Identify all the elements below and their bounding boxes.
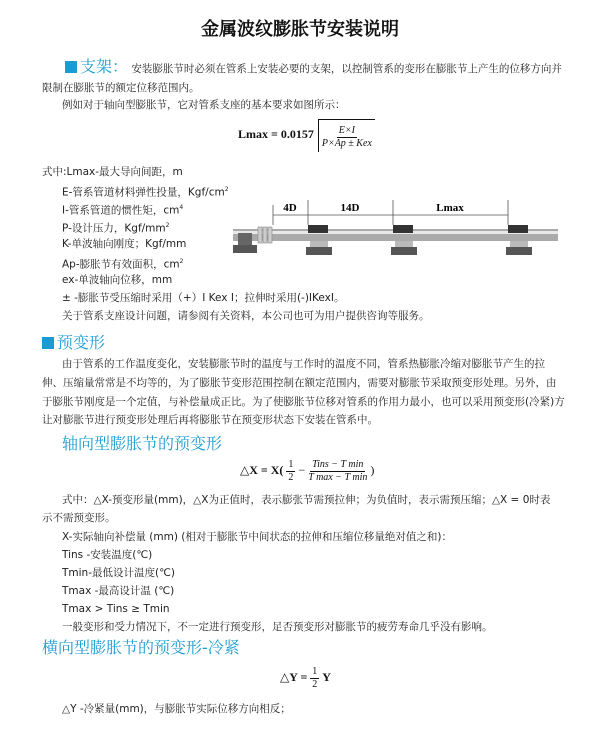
formula-den: 2 — [312, 678, 318, 690]
predeform-line: 由于管系的工作温度变化，安装膨胀节时的温度与工作时的温度不同，管系热膨胀冷缩对膨胀节产生的拉 — [62, 358, 545, 370]
def-i — [62, 200, 183, 219]
half-den: 2 — [288, 471, 294, 483]
label-4d: 4D — [283, 202, 297, 214]
page-title: 金属波纹膨胀节安装说明 — [201, 19, 399, 40]
axial-note: 一般变形和受力情况下，不一定进行预变形，足否预变形对膨胀节的疲劳寿命几乎没有影响。 — [62, 621, 493, 633]
def-tmin: Tmin-最低设计温度(℃) — [62, 567, 175, 579]
def-x: X-实际轴向补偿量 (mm) (相对于膨胀节中间状态的拉伸和压缩位移量绝对值之和)： — [62, 531, 452, 543]
square-bullet-icon — [65, 61, 77, 73]
sup: 4 — [179, 204, 184, 211]
def-plusminus: ± -膨胀节受压缩时采用（+）I Kex I；拉伸时采用(-)IKexI。 — [62, 292, 345, 304]
lateral-formula — [280, 662, 331, 692]
label-14d: 14D — [340, 202, 360, 214]
def-tmax: Tmax -最高设计温 (℃) — [62, 585, 175, 597]
predeform-line: 于膨胀节刚度是一个定值，与补偿量成正比。为了使膨胀节位移对管系的作用力最小，也可以采用预变形(冷紧)方 — [42, 396, 565, 408]
paren: ) — [370, 463, 375, 477]
formula-lhs: Lmax = 0.0157 — [238, 127, 314, 141]
sup: 2 — [165, 222, 170, 229]
formula-den: T max − T min — [308, 471, 368, 483]
support-heading-text: 支架： — [80, 57, 129, 76]
predeform-heading — [42, 333, 105, 353]
temp-relation: Tmax > Tins ≥ Tmin — [62, 603, 170, 615]
axial-where-cont: 示不需预变形。 — [42, 512, 116, 524]
label-lmax: Lmax — [436, 202, 464, 214]
bellows — [258, 227, 272, 243]
def-ex: ex-单波轴向位移，mm — [62, 274, 173, 286]
square-bullet-icon — [42, 337, 54, 349]
formula-den: P×Ap ± Kex — [321, 137, 372, 149]
def-text: P-设计压力，Kgf/mm — [62, 222, 166, 235]
lateral-heading: 横向型膨胀节的预变形-冷紧 — [42, 638, 240, 657]
support-intro: 安装膨胀节时必须在管系上安装必要的支架，以控制管系的变形在膨胀节上产生的位移方向并 — [131, 63, 562, 75]
half-num: 1 — [288, 458, 294, 470]
formula-num: E×I — [338, 124, 355, 136]
support-example: 例如对于轴向型膨胀节，它对管系支座的基本要求如图所示： — [62, 99, 346, 111]
def-e — [62, 182, 229, 201]
def-text: Ap-膨胀节有效面积，cm — [62, 258, 180, 271]
def-text: E-管系管道材料弹性投量，Kgf/cm — [62, 186, 225, 199]
predeform-line: 伸、压缩量常常是不均等的，为了膨胀节变形范围控制在额定范围内，需要对膨胀节采取预变形处理。另外，由 — [42, 377, 557, 389]
sup: 2 — [179, 258, 184, 265]
def-text: I-管系管道的惯性矩，cm — [62, 204, 180, 217]
minus: − — [298, 463, 306, 477]
predeform-line: 让对膨胀节进行预变形处理后再将膨胀节在预变形状态下安装在管系中。 — [42, 414, 378, 426]
formula-rhs: Y — [322, 670, 331, 684]
def-p — [62, 218, 169, 237]
formula-num: Tins − T min — [312, 458, 364, 470]
support-section — [65, 57, 562, 77]
formula-lhs: △Y = — [280, 670, 308, 684]
support-diagram — [228, 195, 568, 265]
axial-heading: 轴向型膨胀节的预变形 — [62, 434, 223, 453]
support-intro-cont: 限制在膨胀节的额定位移范围内。 — [42, 82, 200, 94]
def-delta-y: △Y -冷紧量(mm)，与膨胀节实际位移方向相反； — [62, 703, 291, 715]
where-lmax: 式中:Lmax-最大导向间距，m — [42, 166, 183, 178]
formula-lhs: △X = X( — [240, 463, 284, 477]
formula-num: 1 — [312, 665, 318, 677]
support-heading — [65, 57, 128, 76]
def-k: K-单波轴向刚度；Kgf/mm — [62, 238, 187, 250]
axial-where: 式中：△X-预变形量(mm)，△X为正值时，表示膨张节需预拉伸；为负值时，表示需预压缩；△X = 0时表 — [62, 494, 551, 506]
axial-formula — [240, 455, 374, 485]
def-ap — [62, 254, 183, 273]
support-note: 关于管系支座设计问题，请参阅有关资料，本公司也可为用户提供咨询等服务。 — [62, 310, 430, 322]
sqrt — [318, 119, 375, 152]
predeform-heading-text: 预变形 — [57, 333, 106, 352]
def-tins: Tins -安装温度(℃) — [62, 549, 153, 561]
sup: 2 — [224, 186, 229, 193]
lmax-formula — [238, 118, 375, 152]
